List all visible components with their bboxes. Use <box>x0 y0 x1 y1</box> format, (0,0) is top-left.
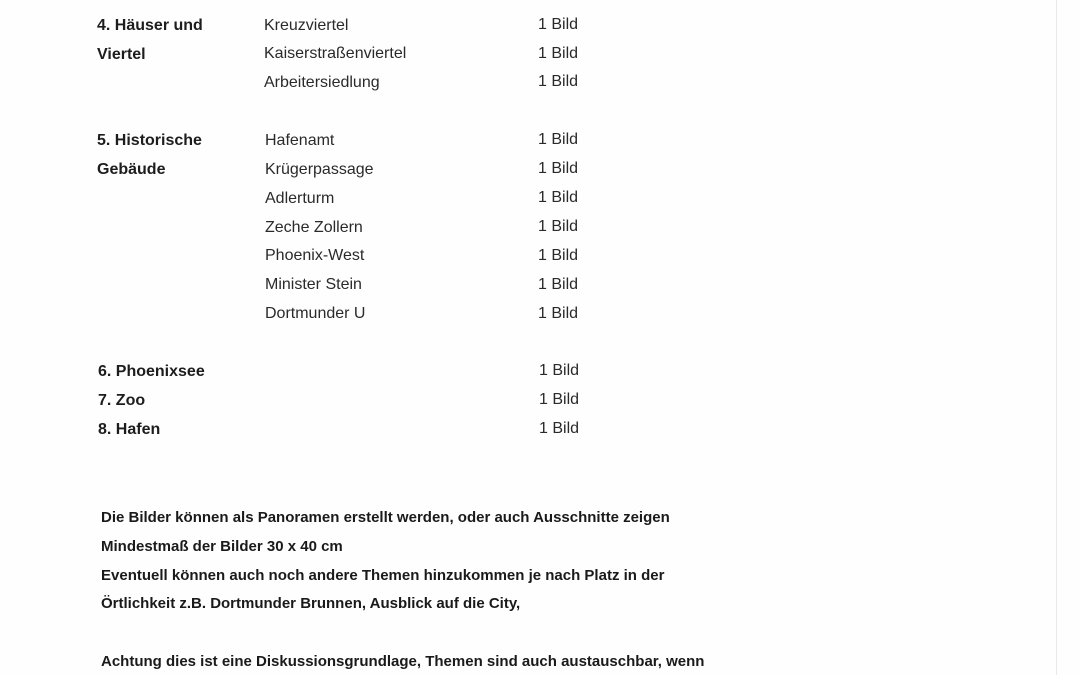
list-item: Arbeitersiedlung <box>264 74 380 91</box>
list-item: Krügerpassage <box>265 161 374 178</box>
list-item-count: 1 Bild <box>538 131 579 148</box>
list-item-count: 1 Bild <box>538 160 579 177</box>
list-item-count: 1 Bild <box>538 45 579 62</box>
list-item: Adlerturm <box>265 190 335 207</box>
note-line-2: Mindestmaß der Bilder 30 x 40 cm <box>101 538 343 555</box>
topic-6-title: 6. Phoenixsee <box>98 363 205 380</box>
topic-7-title: 7. Zoo <box>98 392 146 409</box>
list-item-count: 1 Bild <box>538 247 579 264</box>
topic-8-title: 8. Hafen <box>98 421 161 438</box>
section-5-title-line1: 5. Historische <box>97 132 202 149</box>
list-item: Dortmunder U <box>265 305 366 322</box>
list-item-count: 1 Bild <box>538 73 579 90</box>
list-item-count: 1 Bild <box>538 16 579 33</box>
note-line-5: Achtung dies ist eine Diskussionsgrundlage, Themen sind auch austauschbar, wenn <box>101 653 705 670</box>
note-line-3: Eventuell können auch noch andere Themen hinzukommen je nach Platz in der <box>101 567 665 584</box>
list-item-count: 1 Bild <box>538 218 579 235</box>
topic-6-count: 1 Bild <box>539 362 580 379</box>
list-item-count: 1 Bild <box>538 305 579 322</box>
list-item: Kreuzviertel <box>264 17 349 34</box>
section-5-title-line2: Gebäude <box>97 161 166 178</box>
note-line-4: Örtlichkeit z.B. Dortmunder Brunnen, Ausblick auf die City, <box>101 595 521 612</box>
list-item-count: 1 Bild <box>538 276 579 293</box>
list-item: Kaiserstraßenviertel <box>264 45 407 62</box>
list-item-count: 1 Bild <box>538 189 579 206</box>
note-line-1: Die Bilder können als Panoramen erstellt werden, oder auch Ausschnitte zeigen <box>101 509 670 526</box>
section-4-title-line1: 4. Häuser und <box>97 17 203 34</box>
list-item: Minister Stein <box>265 276 362 293</box>
topic-7-count: 1 Bild <box>539 391 580 408</box>
list-item: Hafenamt <box>265 132 335 149</box>
scan-edge-line <box>1056 0 1057 675</box>
list-item: Phoenix-West <box>265 247 365 264</box>
topic-8-count: 1 Bild <box>539 420 580 437</box>
section-4-title-line2: Viertel <box>97 46 146 63</box>
list-item: Zeche Zollern <box>265 219 363 236</box>
